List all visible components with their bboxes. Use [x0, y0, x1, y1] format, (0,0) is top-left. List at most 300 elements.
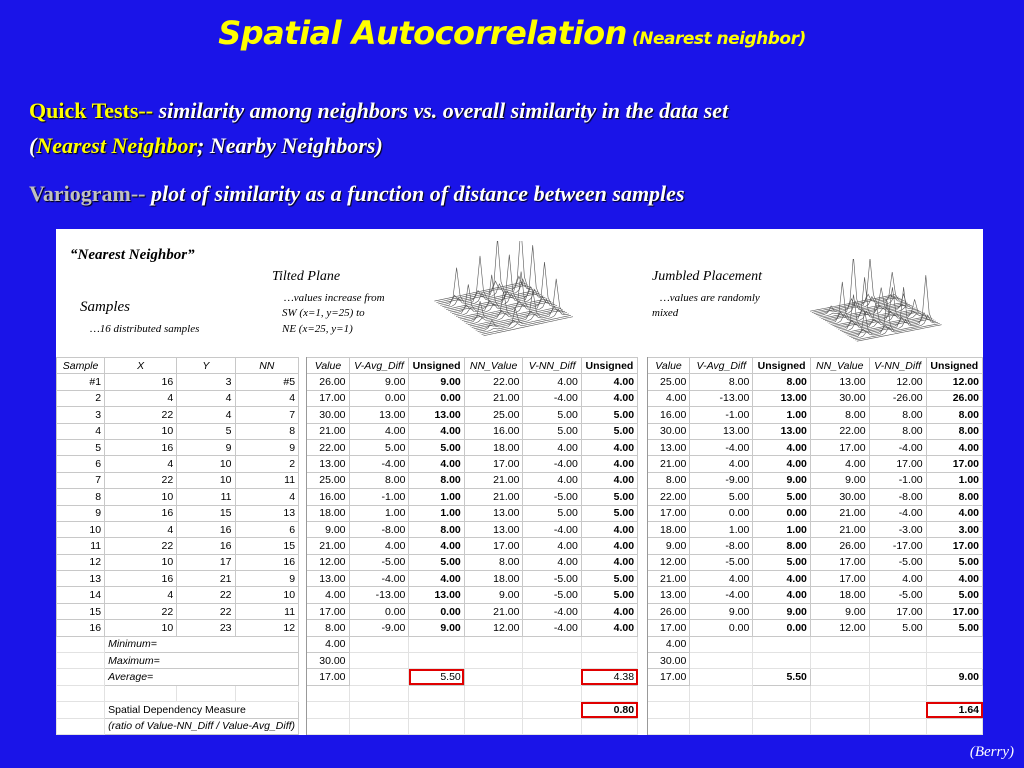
table-cell: 4.00	[523, 374, 581, 390]
table-cell: 7	[235, 407, 299, 423]
blank-cell	[581, 653, 637, 669]
column-spacer	[299, 718, 307, 734]
table-cell: -5.00	[869, 587, 926, 603]
nearest-neighbor-line	[29, 133, 383, 159]
table-cell: 8.00	[869, 407, 926, 423]
blank-cell	[409, 685, 464, 701]
column-spacer	[638, 571, 648, 587]
blank-cell	[349, 669, 409, 685]
blank-cell	[926, 685, 982, 701]
table-row	[57, 423, 983, 439]
table-cell: 8	[57, 489, 105, 505]
table-cell: -4.00	[349, 571, 409, 587]
column-header: Value	[647, 358, 690, 374]
table-cell: 13.00	[464, 521, 523, 537]
table-header-row	[57, 358, 983, 374]
table-cell: 9.00	[349, 374, 409, 390]
table-cell: 13.00	[753, 390, 811, 406]
average-unsigned-avg-2: 5.50	[753, 669, 811, 685]
blank-cell	[810, 685, 869, 701]
sdm-label: Spatial Dependency Measure	[105, 702, 299, 718]
column-spacer	[299, 407, 307, 423]
blank-cell	[464, 718, 523, 734]
sdm-note-row	[57, 718, 983, 734]
table-row	[57, 538, 983, 554]
table-cell: 17.00	[869, 456, 926, 472]
column-spacer	[299, 423, 307, 439]
table-cell: 9.00	[464, 587, 523, 603]
table-cell: -17.00	[869, 538, 926, 554]
sdm-row	[57, 702, 983, 718]
blank-cell	[307, 702, 349, 718]
table-cell: -5.00	[690, 554, 753, 570]
table-cell: -26.00	[869, 390, 926, 406]
column-header: Unsigned	[753, 358, 811, 374]
blank-cell	[523, 653, 581, 669]
tilted-plane-surface-plot	[428, 241, 588, 347]
table-cell: 4.00	[753, 587, 811, 603]
column-spacer	[638, 521, 648, 537]
quick-tests-label: Quick Tests--	[29, 98, 154, 123]
table-row	[57, 505, 983, 521]
column-spacer	[638, 702, 648, 718]
table-cell: 3	[177, 374, 235, 390]
column-spacer	[638, 439, 648, 455]
table-cell: 4.00	[409, 423, 464, 439]
table-cell: 18.00	[307, 505, 349, 521]
minimum-row-label: Minimum=	[105, 636, 299, 652]
table-cell: 4.00	[690, 456, 753, 472]
table-cell: 1.00	[690, 521, 753, 537]
table-cell: 22	[105, 603, 177, 619]
table-cell: 5	[57, 439, 105, 455]
table-cell: -4.00	[349, 456, 409, 472]
samples-title: Samples	[80, 299, 130, 315]
table-cell: 21.00	[464, 472, 523, 488]
column-header: Unsigned	[409, 358, 464, 374]
average-value-1: 17.00	[307, 669, 349, 685]
samples-subtitle: …16 distributed samples	[90, 323, 200, 335]
table-cell: 11	[57, 538, 105, 554]
jumbled-title: Jumbled Placement	[652, 269, 763, 284]
tilted-desc-2: SW (x=1, y=25) to	[282, 307, 365, 319]
blank-cell	[810, 653, 869, 669]
table-cell: 7	[57, 472, 105, 488]
table-cell: 21.00	[647, 456, 690, 472]
blank-cell	[690, 669, 753, 685]
blank-cell	[464, 636, 523, 652]
column-spacer	[638, 636, 648, 652]
variogram-line	[29, 181, 685, 207]
blank-cell	[409, 718, 464, 734]
table-cell: 18.00	[464, 439, 523, 455]
table-cell: 9.00	[753, 472, 811, 488]
blank-cell	[235, 685, 299, 701]
table-cell: 5.00	[523, 505, 581, 521]
table-cell: 22.00	[810, 423, 869, 439]
table-cell: -4.00	[523, 390, 581, 406]
table-cell: 2	[57, 390, 105, 406]
table-cell: 9.00	[307, 521, 349, 537]
table-cell: 4.00	[581, 456, 637, 472]
table-cell: 16.00	[307, 489, 349, 505]
table-cell: 26.00	[926, 390, 982, 406]
table-cell: 4.00	[581, 390, 637, 406]
blank-cell	[464, 653, 523, 669]
column-spacer	[638, 718, 648, 734]
blank-cell	[690, 636, 753, 652]
table-cell: 17.00	[810, 439, 869, 455]
table-cell: -1.00	[349, 489, 409, 505]
table-cell: 22.00	[647, 489, 690, 505]
table-cell: 13	[235, 505, 299, 521]
table-cell: 12	[57, 554, 105, 570]
table-cell: 8.00	[810, 407, 869, 423]
table-cell: 0.00	[753, 505, 811, 521]
table-cell: 26.00	[307, 374, 349, 390]
table-cell: 4	[235, 489, 299, 505]
column-spacer	[299, 521, 307, 537]
table-cell: 1.00	[409, 489, 464, 505]
column-spacer	[299, 702, 307, 718]
column-spacer	[299, 620, 307, 636]
table-cell: 15	[235, 538, 299, 554]
table-cell: 25.00	[647, 374, 690, 390]
table-cell: 21.00	[464, 390, 523, 406]
blank-cell	[869, 718, 926, 734]
blank-cell	[409, 702, 464, 718]
column-header: V-Avg_Diff	[690, 358, 753, 374]
slide-title	[0, 14, 1024, 52]
table-cell: 15	[177, 505, 235, 521]
table-cell: 4.00	[523, 554, 581, 570]
table-cell: 5.00	[926, 554, 982, 570]
blank-cell	[926, 653, 982, 669]
table-cell: 0.00	[409, 603, 464, 619]
table-cell: -13.00	[349, 587, 409, 603]
table-cell: 4.00	[349, 538, 409, 554]
table-cell: 8.00	[409, 521, 464, 537]
average-unsigned-avg-1: 5.50	[409, 669, 464, 685]
credit: (Berry)	[969, 744, 1014, 760]
table-cell: 21.00	[464, 603, 523, 619]
blank-cell	[753, 653, 811, 669]
table-cell: 5.00	[753, 554, 811, 570]
table-cell: 17.00	[810, 554, 869, 570]
table-cell: 4.00	[869, 571, 926, 587]
table-cell: 4	[105, 456, 177, 472]
jumbled-desc-2: mixed	[652, 307, 679, 319]
table-cell: 30.00	[810, 489, 869, 505]
table-cell: 21.00	[647, 571, 690, 587]
table-cell: 17.00	[647, 620, 690, 636]
data-table	[56, 357, 983, 735]
column-spacer	[638, 456, 648, 472]
minimum-value-1: 4.00	[307, 636, 349, 652]
table-cell: 17.00	[926, 538, 982, 554]
sdm-note: (ratio of Value-NN_Diff / Value-Avg_Diff)	[105, 718, 299, 734]
table-cell: 5.00	[581, 505, 637, 521]
table-cell: 13.00	[647, 587, 690, 603]
column-spacer	[299, 587, 307, 603]
table-cell: -4.00	[869, 439, 926, 455]
table-cell: 11	[177, 489, 235, 505]
paren-open: (	[29, 133, 37, 158]
table-cell: 13.00	[690, 423, 753, 439]
blank-cell	[105, 685, 177, 701]
table-cell: 5.00	[581, 489, 637, 505]
blank-cell	[753, 636, 811, 652]
table-cell: 4	[105, 521, 177, 537]
quick-tests-line	[29, 98, 728, 124]
table-cell: 4.00	[307, 587, 349, 603]
table-cell: 21	[177, 571, 235, 587]
table-cell: 9	[235, 571, 299, 587]
table-cell: 21.00	[810, 505, 869, 521]
table-cell: 17	[177, 554, 235, 570]
variogram-text: plot of similarity as a function of distance between samples	[145, 181, 685, 206]
blank-cell	[926, 718, 982, 734]
table-row	[57, 587, 983, 603]
table-cell: 13.00	[464, 505, 523, 521]
average-unsigned-nn-2: 9.00	[926, 669, 982, 685]
blank-cell	[753, 685, 811, 701]
table-cell: 5.00	[409, 439, 464, 455]
table-cell: 23	[177, 620, 235, 636]
table-cell: 8.00	[926, 423, 982, 439]
table-cell: 4.00	[523, 439, 581, 455]
table-cell: 5.00	[753, 489, 811, 505]
table-cell: -5.00	[523, 587, 581, 603]
table-cell: 22	[105, 407, 177, 423]
table-cell: 5.00	[523, 423, 581, 439]
column-spacer	[638, 538, 648, 554]
column-spacer	[299, 571, 307, 587]
blank-cell	[464, 702, 523, 718]
table-cell: 8.00	[753, 374, 811, 390]
table-cell: 11	[235, 603, 299, 619]
table-cell: 16	[105, 439, 177, 455]
table-cell: 13.00	[810, 374, 869, 390]
jumbled-placement-surface-plot	[804, 259, 956, 351]
table-cell: 4.00	[647, 390, 690, 406]
jumbled-desc-1: …values are randomly	[660, 292, 760, 304]
surface-line	[440, 241, 529, 305]
table-cell: 13.00	[307, 456, 349, 472]
table-cell: 5.00	[581, 423, 637, 439]
table-cell: 0.00	[409, 390, 464, 406]
table-cell: 16	[105, 374, 177, 390]
table-cell: 9.00	[810, 603, 869, 619]
table-cell: 13.00	[349, 407, 409, 423]
column-spacer	[299, 554, 307, 570]
table-cell: 16	[57, 620, 105, 636]
table-cell: 12.00	[926, 374, 982, 390]
column-header: Y	[177, 358, 235, 374]
table-cell: -9.00	[349, 620, 409, 636]
table-row	[57, 554, 983, 570]
table-cell: 14	[57, 587, 105, 603]
table-cell: 12.00	[810, 620, 869, 636]
table-cell: 8.00	[409, 472, 464, 488]
table-cell: 4.00	[926, 571, 982, 587]
blank-cell	[810, 636, 869, 652]
column-spacer	[299, 603, 307, 619]
blank-cell	[869, 685, 926, 701]
table-cell: 4.00	[349, 423, 409, 439]
column-header: NN_Value	[464, 358, 523, 374]
blank-cell	[647, 685, 690, 701]
table-cell: 21.00	[464, 489, 523, 505]
table-cell: 3.00	[926, 521, 982, 537]
table-cell: #5	[235, 374, 299, 390]
column-spacer	[299, 685, 307, 701]
column-header: V-NN_Diff	[523, 358, 581, 374]
table-cell: -8.00	[690, 538, 753, 554]
column-spacer	[638, 489, 648, 505]
blank-row	[57, 685, 983, 701]
blank-cell	[647, 718, 690, 734]
table-cell: 22	[105, 472, 177, 488]
table-cell: 15	[57, 603, 105, 619]
table-cell: 4.00	[523, 538, 581, 554]
table-cell: -9.00	[690, 472, 753, 488]
table-row	[57, 472, 983, 488]
table-cell: 30.00	[810, 390, 869, 406]
table-cell: 16	[105, 571, 177, 587]
table-cell: 1.00	[753, 521, 811, 537]
table-cell: 13.00	[307, 571, 349, 587]
table-cell: 5.00	[523, 407, 581, 423]
table-cell: 4.00	[581, 374, 637, 390]
column-header: Unsigned	[926, 358, 982, 374]
table-cell: 5	[177, 423, 235, 439]
table-cell: 10	[105, 423, 177, 439]
table-cell: 5.00	[926, 620, 982, 636]
blank-cell	[926, 636, 982, 652]
maximum-value-2: 30.00	[647, 653, 690, 669]
surface-line	[857, 325, 942, 342]
table-cell: 1.00	[409, 505, 464, 521]
table-row	[57, 374, 983, 390]
table-cell: -1.00	[869, 472, 926, 488]
column-spacer	[638, 407, 648, 423]
table-cell: 18.00	[647, 521, 690, 537]
column-spacer	[638, 653, 648, 669]
table-cell: 4.00	[409, 456, 464, 472]
table-cell: 4	[177, 390, 235, 406]
blank-cell	[810, 669, 869, 685]
column-header: NN_Value	[810, 358, 869, 374]
blank-cell	[523, 718, 581, 734]
table-cell: -8.00	[349, 521, 409, 537]
title-subtitle: (Nearest neighbor)	[631, 29, 806, 49]
blank-cell	[753, 718, 811, 734]
table-cell: -4.00	[523, 620, 581, 636]
table-cell: 16	[177, 538, 235, 554]
column-spacer	[299, 489, 307, 505]
table-cell: 10	[235, 587, 299, 603]
table-cell: -13.00	[690, 390, 753, 406]
table-cell: 8.00	[349, 472, 409, 488]
table-cell: 16	[177, 521, 235, 537]
table-cell: 9	[235, 439, 299, 455]
table-cell: -5.00	[869, 554, 926, 570]
blank-cell	[869, 669, 926, 685]
table-cell: 4.00	[753, 571, 811, 587]
table-cell: 4.00	[581, 603, 637, 619]
table-cell: -4.00	[523, 456, 581, 472]
column-header: V-Avg_Diff	[349, 358, 409, 374]
table-cell: 22	[177, 587, 235, 603]
column-spacer	[638, 358, 648, 374]
surface-line	[434, 282, 523, 301]
table-cell: 4.00	[581, 439, 637, 455]
blank-cell	[177, 685, 235, 701]
table-cell: 4.00	[581, 472, 637, 488]
table-cell: 10	[105, 620, 177, 636]
table-cell: 4.00	[581, 554, 637, 570]
tilted-desc-3: NE (x=25, y=1)	[282, 323, 353, 335]
blank-cell	[869, 636, 926, 652]
table-cell: 25.00	[464, 407, 523, 423]
maximum-row	[57, 653, 983, 669]
table-cell: 16	[235, 554, 299, 570]
blank-cell	[464, 685, 523, 701]
table-cell: 30.00	[647, 423, 690, 439]
blank-cell	[523, 685, 581, 701]
table-cell: 10	[105, 554, 177, 570]
maximum-row-label: Maximum=	[105, 653, 299, 669]
table-cell: 0.00	[753, 620, 811, 636]
table-cell: 22.00	[464, 374, 523, 390]
table-cell: 8	[235, 423, 299, 439]
table-row	[57, 489, 983, 505]
table-cell: 4.00	[523, 472, 581, 488]
table-cell: 21.00	[307, 423, 349, 439]
column-spacer	[638, 620, 648, 636]
title-main: Spatial Autocorrelation	[218, 14, 627, 52]
table-cell: 10	[177, 456, 235, 472]
table-row	[57, 407, 983, 423]
table-cell: 22.00	[307, 439, 349, 455]
table-cell: 9.00	[810, 472, 869, 488]
table-cell: -5.00	[349, 554, 409, 570]
table-cell: 8.00	[926, 489, 982, 505]
column-spacer	[638, 390, 648, 406]
blank-cell	[523, 702, 581, 718]
maximum-value-1: 30.00	[307, 653, 349, 669]
table-cell: 21.00	[307, 538, 349, 554]
table-cell: 4.00	[581, 620, 637, 636]
table-cell: 4.00	[926, 439, 982, 455]
nearest-neighbor-term: Nearest Neighbor	[36, 133, 198, 158]
table-cell: 8.00	[464, 554, 523, 570]
blank-cell	[57, 685, 105, 701]
table-cell: -4.00	[869, 505, 926, 521]
table-cell: 8.00	[869, 423, 926, 439]
blank-cell	[810, 702, 869, 718]
table-cell: 4.00	[753, 456, 811, 472]
table-cell: 9.00	[753, 603, 811, 619]
surface-line	[448, 292, 537, 311]
tilted-desc-1: …values increase from	[284, 292, 385, 304]
table-cell: -3.00	[869, 521, 926, 537]
table-cell: 17.00	[647, 505, 690, 521]
column-spacer	[638, 603, 648, 619]
column-spacer	[299, 439, 307, 455]
table-row	[57, 620, 983, 636]
